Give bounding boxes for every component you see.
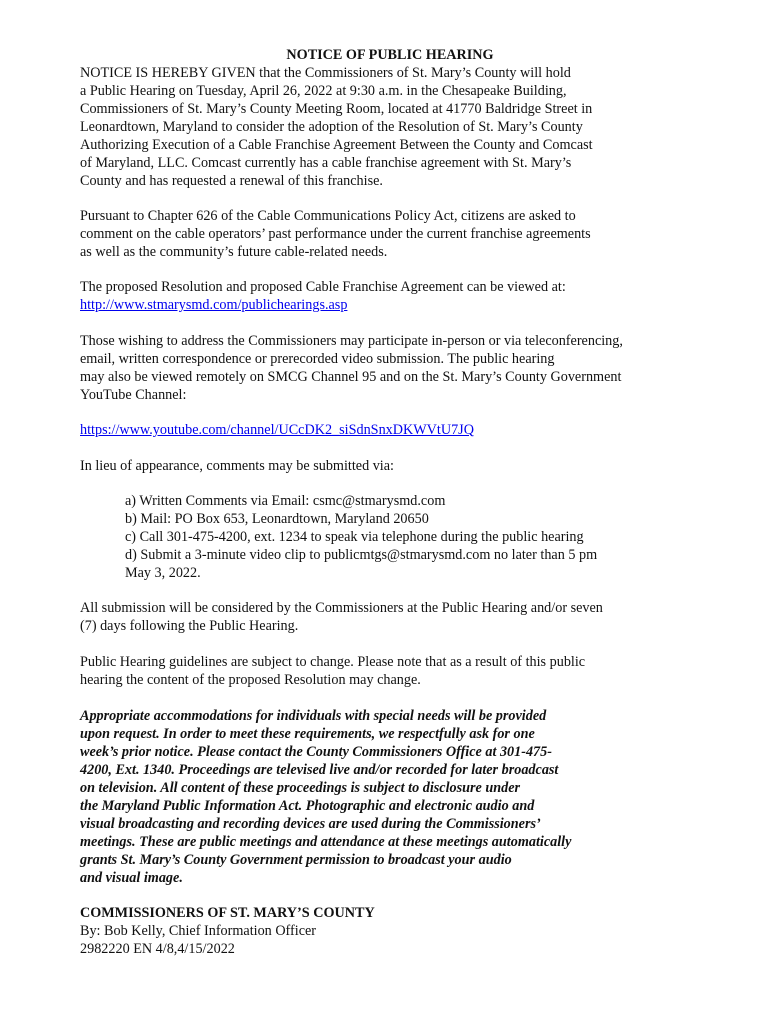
youtube-channel-link[interactable]: https://www.youtube.com/channel/UCcDK2_siSdnSnxDKWVtU7JQ — [80, 422, 474, 438]
option-mail: b) Mail: PO Box 653, Leonardtown, Maryland 20650 — [125, 511, 429, 527]
option-video: d) Submit a 3-minute video clip to publicmtgs@stmarysmd.com no later than 5 pm — [125, 547, 598, 563]
submission-line: All submission will be considered by the Commissioners at the Public Hearing and/or seven — [80, 600, 603, 616]
signature-by: By: Bob Kelly, Chief Information Officer — [80, 923, 317, 939]
signature-org: COMMISSIONERS OF ST. MARY’S COUNTY — [80, 905, 375, 921]
address-line: YouTube Channel: — [80, 387, 187, 403]
option-call: c) Call 301-475-4200, ext. 1234 to speak via telephone during the public hearing — [125, 529, 584, 545]
accommodation-line: on television. All content of these proceedings is subject to disclosure under — [80, 780, 521, 796]
lieu-text: In lieu of appearance, comments may be submitted via: — [80, 458, 394, 474]
guidelines-line: Public Hearing guidelines are subject to change. Please note that as a result of this public — [80, 654, 586, 670]
pursuant-line: Pursuant to Chapter 626 of the Cable Communications Policy Act, citizens are asked to — [80, 208, 576, 224]
accommodation-line: week’s prior notice. Please contact the County Commissioners Office at 301-475- — [80, 744, 552, 760]
address-line: email, written correspondence or prerecorded video submission. The public hearing — [80, 351, 555, 367]
public-hearings-link[interactable]: http://www.stmarysmd.com/publichearings.asp — [80, 297, 348, 313]
intro-line: of Maryland, LLC. Comcast currently has a cable franchise agreement with St. Mary’s — [80, 155, 572, 171]
pursuant-line: comment on the cable operators’ past performance under the current franchise agreements — [80, 226, 591, 242]
address-line: may also be viewed remotely on SMCG Channel 95 and on the St. Mary’s County Government — [80, 369, 622, 385]
intro-line: Commissioners of St. Mary’s County Meeting Room, located at 41770 Baldridge Street in — [80, 101, 593, 117]
page-title: NOTICE OF PUBLIC HEARING — [286, 47, 494, 63]
accommodation-line: the Maryland Public Information Act. Photographic and electronic audio and — [80, 798, 535, 814]
accommodation-line: visual broadcasting and recording devices are used during the Commissioners’ — [80, 816, 541, 832]
option-email: a) Written Comments via Email: csmc@stmarysmd.com — [125, 493, 446, 509]
accommodation-line: meetings. These are public meetings and attendance at these meetings automatically — [80, 834, 572, 850]
intro-line: County and has requested a renewal of this franchise. — [80, 173, 383, 189]
intro-line: NOTICE IS HEREBY GIVEN that the Commissioners of St. Mary’s County will hold — [80, 65, 571, 81]
address-line: Those wishing to address the Commissioners may participate in-person or via teleconferencing, — [80, 333, 623, 349]
intro-line: Authorizing Execution of a Cable Franchise Agreement Between the County and Comcast — [80, 137, 593, 153]
submission-line: (7) days following the Public Hearing. — [80, 618, 299, 634]
accommodation-line: Appropriate accommodations for individuals with special needs will be provided — [80, 708, 547, 724]
accommodation-line: 4200, Ext. 1340. Proceedings are televised live and/or recorded for later broadcast — [80, 762, 559, 778]
intro-line: a Public Hearing on Tuesday, April 26, 2022 at 9:30 a.m. in the Chesapeake Building, — [80, 83, 567, 99]
intro-line: Leonardtown, Maryland to consider the adoption of the Resolution of St. Mary’s County — [80, 119, 583, 135]
accommodation-line: and visual image. — [80, 870, 183, 886]
accommodation-line: grants St. Mary’s County Government permission to broadcast your audio — [80, 852, 512, 868]
view-text: The proposed Resolution and proposed Cable Franchise Agreement can be viewed at: — [80, 279, 566, 295]
pursuant-line: as well as the community’s future cable-related needs. — [80, 244, 388, 260]
option-video-deadline: May 3, 2022. — [125, 565, 201, 581]
accommodation-line: upon request. In order to meet these requirements, we respectfully ask for one — [80, 726, 535, 742]
signature-ref: 2982220 EN 4/8,4/15/2022 — [80, 941, 235, 957]
guidelines-line: hearing the content of the proposed Resolution may change. — [80, 672, 421, 688]
